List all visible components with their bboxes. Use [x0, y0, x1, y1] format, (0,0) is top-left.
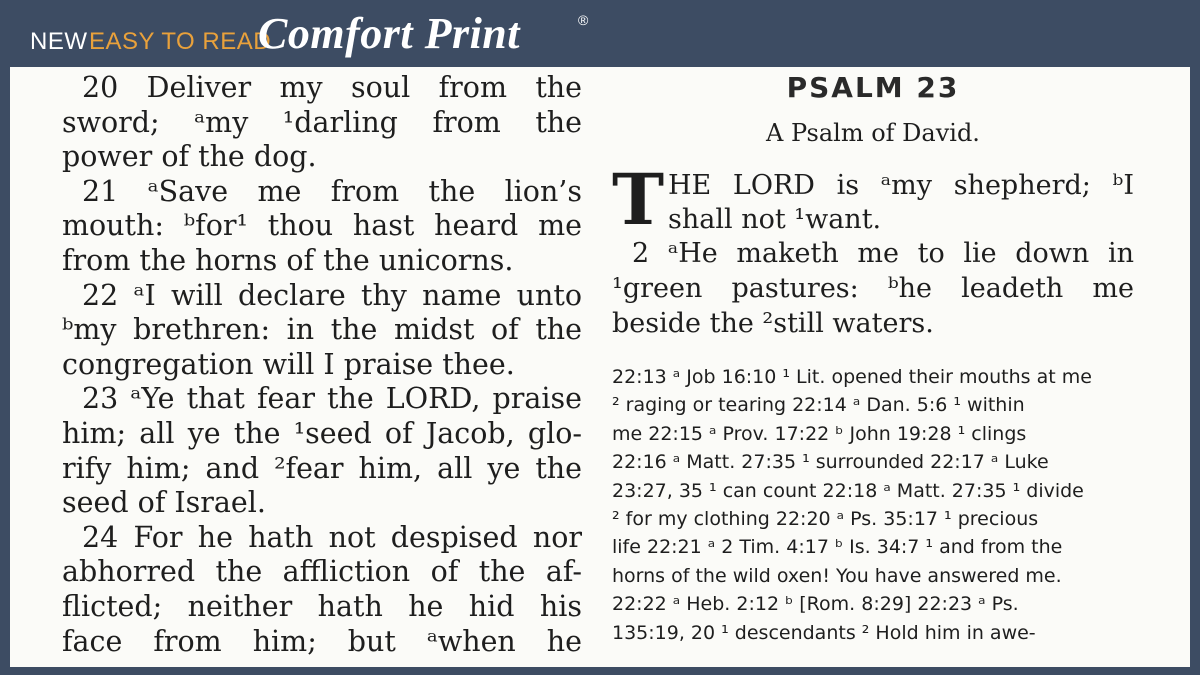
psalm-subtitle: A Psalm of David. — [766, 119, 980, 147]
drop-cap: T — [612, 158, 665, 241]
banner-easy-to-read-label: EASY TO READ — [89, 28, 272, 55]
footnote-line: 22:13 ᵃ Job 16:10 ¹ Lit. opened their mouths at me — [612, 366, 1092, 388]
footnote-line: life 22:21 ᵃ 2 Tim. 4:17 ᵇ Is. 34:7 ¹ and from the — [612, 536, 1063, 559]
footnote-line: 23:27, 35 ¹ can count 22:18 ᵃ Matt. 27:35 ¹ divide — [612, 479, 1084, 502]
bible-page — [10, 67, 1190, 667]
verse-line: rify him; and ²fear him, all ye the — [62, 451, 582, 485]
footnote-line: me 22:15 ᵃ Prov. 17:22 ᵇ John 19:28 ¹ clings — [612, 422, 1027, 445]
verse-line: seed of Israel. — [62, 486, 266, 520]
verse-line: face from him; but ᵃwhen he — [62, 624, 582, 658]
header-banner — [0, 0, 1200, 67]
footnote-line: ² for my clothing 22:20 ᵃ Ps. 35:17 ¹ precious — [612, 507, 1039, 530]
left-column-text — [62, 71, 582, 659]
footnotes — [612, 363, 1134, 647]
psalm-verse-line: shall not ¹want. — [668, 204, 882, 235]
verse-line: ᵇmy brethren: in the midst of the — [62, 313, 582, 347]
verse-line: 24 For he hath not despised nor — [82, 520, 582, 554]
verse-line: mouth: ᵇfor¹ thou hast heard me — [62, 209, 582, 243]
verse-line: 21 ᵃSave me from the lion’s — [82, 174, 582, 208]
footnote-line: 135:19, 20 ¹ descendants ² Hold him in awe- — [612, 621, 1036, 644]
psalm-title: PSALM 23 — [786, 71, 960, 104]
psalm-verse-line: beside the ²still waters. — [612, 308, 934, 339]
verse-line: him; all ye the ¹seed of Jacob, glo- — [62, 416, 582, 450]
verse-line: 22 ᵃI will declare thy name unto — [82, 278, 582, 312]
registered-mark: ® — [578, 12, 589, 28]
psalm-verse-line: ¹green pastures: ᵇhe leadeth me — [612, 273, 1134, 304]
verse-line: congregation will I praise thee. — [62, 347, 515, 381]
verse-line: 23 ᵃYe that fear the LORD, praise — [82, 382, 582, 416]
brand-logo-text: Comfort Print — [258, 9, 520, 58]
banner-new-label: NEW — [30, 28, 88, 55]
psalm-verse-line: 2 ᵃHe maketh me to lie down in — [632, 238, 1134, 269]
verse-line: abhorred the affliction of the af- — [62, 555, 582, 589]
verse-line: from the horns of the unicorns. — [62, 243, 514, 277]
footnote-line: 22:22 ᵃ Heb. 2:12 ᵇ [Rom. 8:29] 22:23 ᵃ Ps. — [612, 593, 1019, 616]
verse-line: power of the dog. — [62, 140, 317, 174]
verse-line: flicted; neither hath he hid his — [62, 589, 582, 623]
verse-line: 20 Deliver my soul from the — [82, 71, 582, 104]
footnote-line: ² raging or tearing 22:14 ᵃ Dan. 5:6 ¹ within — [612, 394, 1025, 417]
verse-line: sword; ᵃmy ¹darling from the — [62, 105, 582, 139]
footnote-line: horns of the wild oxen! You have answered me. — [612, 564, 1062, 587]
footnote-line: 22:16 ᵃ Matt. 27:35 ¹ surrounded 22:17 ᵃ Luke — [612, 451, 1049, 474]
psalm-verse-line: HE LORD is ᵃmy shepherd; ᵇI — [668, 170, 1134, 201]
